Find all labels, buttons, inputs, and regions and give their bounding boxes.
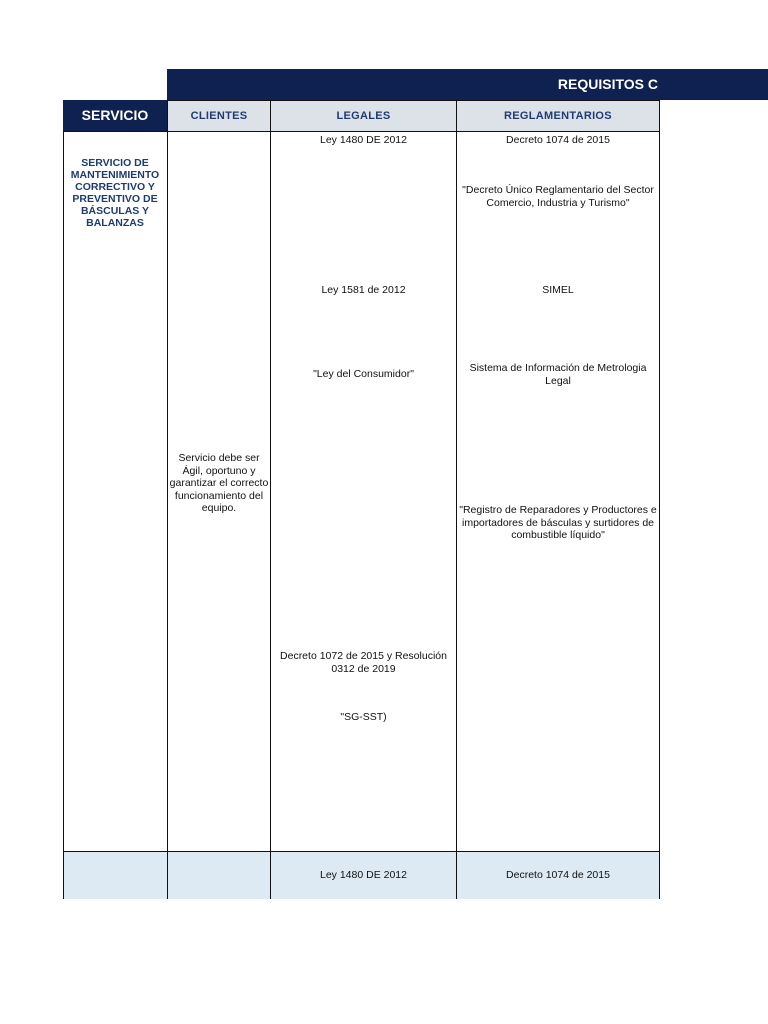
column-header-clientes: CLIENTES	[167, 100, 271, 131]
cell-reglamentarios-5: "Registro de Reparadores y Productores e importadores de básculas y surtidores de combustible líquido"	[459, 504, 657, 541]
column-header-reglamentarios: REGLAMENTARIOS	[457, 100, 660, 131]
grid-line-3	[456, 131, 457, 899]
cell-legales-2: Ley 1581 de 2012	[321, 284, 406, 296]
cell-clientes: Servicio debe ser Ágil, oportuno y garantizar el correcto funcionamiento del equipo.	[169, 452, 269, 514]
banner-title: REQUISITOS C	[557, 76, 658, 92]
row-divider	[63, 851, 660, 852]
cell-servicio: SERVICIO DE MANTENIMIENTO CORRECTIVO Y PREVENTIVO DE BÁSCULAS Y BALANZAS	[70, 157, 160, 229]
cell-legales-5: "SG-SST)	[340, 711, 387, 723]
cell-reglamentarios-3: SIMEL	[542, 284, 574, 296]
column-header-servicio: SERVICIO	[63, 100, 167, 131]
header-bottom-border	[63, 131, 660, 132]
cell-reglamentarios-4: Sistema de Información de Metrologia Legal	[469, 362, 647, 387]
cell-reglamentarios-2: "Decreto Único Reglamentario del Sector Comercio, Industria y Turismo"	[462, 184, 654, 209]
row2-reglamentarios: Decreto 1074 de 2015	[506, 869, 610, 881]
cell-legales-1: Ley 1480 DE 2012	[320, 134, 407, 146]
cell-legales-3: "Ley del Consumidor"	[313, 368, 414, 380]
grid-line-right	[659, 131, 660, 899]
row2-legales: Ley 1480 DE 2012	[320, 869, 407, 881]
grid-line-left	[63, 131, 64, 899]
grid-line-1	[167, 131, 168, 899]
column-header-legales: LEGALES	[271, 100, 457, 131]
grid-line-2	[270, 131, 271, 899]
header-banner	[167, 69, 768, 100]
cell-reglamentarios-1: Decreto 1074 de 2015	[506, 134, 610, 146]
cell-legales-4: Decreto 1072 de 2015 y Resolución 0312 de 2019	[280, 650, 447, 675]
